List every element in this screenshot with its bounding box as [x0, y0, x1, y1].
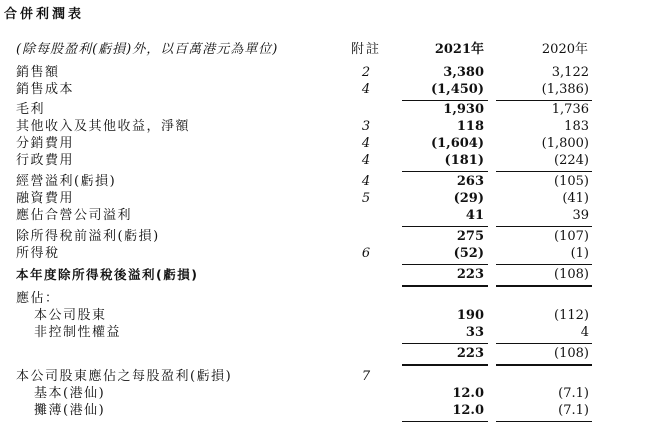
value-2020: (224): [554, 153, 589, 168]
rule-2020: [496, 343, 592, 344]
row-label: 融資費用: [16, 191, 75, 206]
value-2020: (7.1): [558, 386, 589, 401]
value-2020: 39: [572, 208, 589, 223]
note-column-header: 附註: [350, 42, 381, 57]
row-note: 5: [361, 191, 371, 206]
row-note: 2: [361, 65, 371, 80]
row-label: 分銷費用: [16, 136, 75, 151]
row-label: 行政費用: [16, 153, 75, 168]
row-note: 3: [361, 119, 371, 134]
table-row: [0, 207, 660, 225]
table-row: [0, 228, 660, 246]
table-row: [0, 385, 660, 403]
table-row: [0, 290, 660, 308]
table-row: [0, 81, 660, 99]
table-row: [0, 152, 660, 170]
row-label: 應佔合營公司溢利: [16, 208, 133, 223]
row-label: 本公司股東: [34, 308, 107, 323]
value-2021: 12.0: [452, 386, 484, 401]
value-2021: 223: [456, 267, 484, 282]
row-note: 4: [361, 174, 371, 189]
row-label: 銷售額: [16, 65, 60, 80]
table-row: [0, 402, 660, 420]
row-label: 攤薄(港仙): [34, 403, 106, 418]
row-label: 本公司股東應佔之每股盈利(虧損): [16, 369, 233, 384]
rule-2021: [402, 421, 488, 422]
table-row: [0, 173, 660, 191]
year-2021-header: 2021年: [434, 42, 484, 57]
rule-2020: [496, 171, 592, 172]
table-row: [0, 64, 660, 82]
rule-2020: [496, 264, 592, 265]
rule-2021: [402, 226, 488, 227]
value-2021: 263: [456, 174, 484, 189]
value-2021: 190: [456, 308, 484, 323]
table-row: [0, 307, 660, 325]
table-row: [0, 345, 660, 363]
value-2021: (29): [453, 191, 484, 206]
statement-heading: 合併利潤表: [4, 7, 85, 22]
value-2021: 1,930: [443, 102, 484, 117]
value-2021: (1,450): [430, 82, 484, 97]
value-2020: (108): [554, 267, 589, 282]
year-2020-header: 2020年: [541, 42, 588, 57]
table-row: [0, 118, 660, 136]
double-rule-2020: [496, 364, 592, 366]
double-rule-2021: [402, 364, 488, 366]
row-label: 所得稅: [16, 246, 60, 261]
value-2021: 118: [456, 119, 484, 134]
value-2020: (112): [554, 308, 589, 323]
table-row: [0, 266, 660, 284]
value-2020: (7.1): [558, 403, 589, 418]
value-2020: 4: [580, 325, 589, 340]
value-2021: 3,380: [443, 65, 484, 80]
row-label: 除所得稅前溢利(虧損): [16, 229, 160, 244]
unit-header: (除每股盈利(虧損)外，以百萬港元為單位): [16, 42, 279, 57]
rule-2021: [402, 171, 488, 172]
row-label: 本年度除所得稅後溢利(虧損): [16, 267, 199, 282]
value-2020: 3,122: [551, 65, 589, 80]
row-label: 非控制性權益: [34, 325, 122, 340]
value-2020: (1): [570, 246, 589, 261]
value-2021: 33: [465, 325, 484, 340]
value-2020: (105): [554, 174, 589, 189]
row-note: 6: [361, 246, 371, 261]
table-row: [0, 135, 660, 153]
row-label: 銷售成本: [16, 82, 75, 97]
row-note: 4: [361, 136, 371, 151]
value-2020: (1,800): [541, 136, 589, 151]
row-note: 7: [361, 369, 371, 384]
table-row: [0, 368, 660, 386]
value-2020: 1,736: [551, 102, 589, 117]
value-2020: 183: [564, 119, 589, 134]
rule-2020: [496, 421, 592, 422]
value-2021: 12.0: [452, 403, 484, 418]
value-2020: (1,386): [541, 82, 589, 97]
value-2020: (41): [562, 191, 589, 206]
table-row: [0, 324, 660, 342]
value-2021: (52): [453, 246, 484, 261]
rule-2021: [402, 264, 488, 265]
double-rule-2020: [496, 285, 592, 287]
value-2020: (108): [554, 346, 589, 361]
table-row: [0, 245, 660, 263]
row-label: 經營溢利(虧損): [16, 174, 117, 189]
row-label: 基本(港仙): [34, 386, 106, 401]
value-2021: 41: [465, 208, 484, 223]
row-note: 4: [361, 153, 371, 168]
row-note: 4: [361, 82, 371, 97]
row-label: 應佔：: [16, 291, 60, 306]
value-2021: 223: [456, 346, 484, 361]
row-label: 毛利: [16, 102, 46, 117]
value-2021: (1,604): [430, 136, 484, 151]
value-2021: (181): [444, 153, 484, 168]
value-2021: 275: [456, 229, 484, 244]
rule-2021: [402, 343, 488, 344]
row-label: 其他收入及其他收益，淨額: [16, 119, 191, 134]
rule-2020: [496, 226, 592, 227]
value-2020: (107): [554, 229, 589, 244]
table-row: [0, 190, 660, 208]
double-rule-2021: [402, 285, 488, 287]
table-row: [0, 101, 660, 119]
